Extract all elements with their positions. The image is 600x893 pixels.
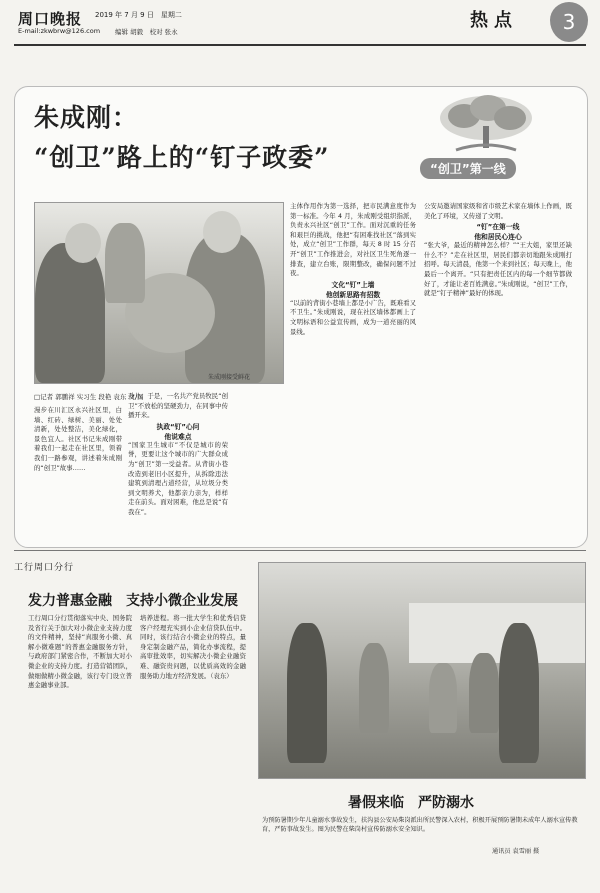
page-number-badge: 3 xyxy=(550,2,588,42)
brief-label: 工行周口分行 xyxy=(14,563,75,573)
brief-column-1: 工行周口分行贯彻落实中央、国务院及省行关于加大对小微企业支持力度的文件精神，坚持“真服务小微、真解小微难题”的普惠金融服务方针，与政府部门紧密合作，不断加大对小微企业的支持力度。打造营销团队，做细做精小微金融，该行专门设立普惠金融事业部。 xyxy=(28,614,132,690)
feature-column-3-body: “以前的背街小巷墙上都是小广告，既难看又不卫生。”朱成刚说，现在社区墙体都画上了文明标语和公益宣传画，成为一道亮丽的风景线。 xyxy=(290,298,416,336)
photo-figure xyxy=(429,663,457,733)
feature-subhead: 他说难点 xyxy=(164,432,192,441)
section-divider xyxy=(14,550,586,551)
brief-headline: 发力普惠金融 支持小微企业发展 xyxy=(28,593,238,609)
photo-figure xyxy=(35,243,105,383)
feature-photo-caption: 朱成刚接受鲜花 xyxy=(208,374,251,381)
masthead-rule xyxy=(14,44,586,46)
feature-photo xyxy=(34,202,284,384)
feature-headline-line1: 朱成刚： xyxy=(34,103,139,132)
photo-story-credit: 通讯员 袁雪丽 摄 xyxy=(492,848,540,855)
photo-figure xyxy=(105,223,145,303)
feature-subhead: 他和居民心连心 xyxy=(474,233,522,242)
photo-figure xyxy=(203,211,241,253)
feature-subhead: 执政“钉”心问 xyxy=(156,422,200,431)
feature-column-2-text: 劲儿。于是，一名共产党员牧民“创卫”不放松的坚硬劲力，在同事中传播开来。 xyxy=(128,392,228,420)
feature-column-4 xyxy=(424,202,572,299)
water-area xyxy=(409,603,585,663)
tree-logo-icon xyxy=(426,92,546,156)
feature-column-4-body: “张大爷，最近的精神怎么样？”“王大姐，家里还缺什么不？”走在社区里，居民们都亲切地跟朱成刚打招呼。每天清晨，他第一个来到社区；每天晚上，他最后一个离开。“只有把责任区内的每一个细节都做好了，才能让老百姓满意。”朱成刚说，“创卫”工作，就是“钉子精神”最好的体现。 xyxy=(424,241,572,298)
safety-photo xyxy=(258,562,586,779)
photo-story-caption: 为预防暑期少年儿童溺水事故发生，扶沟县公安局柴岗派出所民警深入农村，积极开展预防暑期未成年人溺水宣传教育，严防事故发生。图为民警在柴岗村宣传防溺水安全知识。 xyxy=(262,817,578,833)
feature-byline: □记者 郭鹏祥 实习生 段艳 袁东 文/图 xyxy=(34,393,144,401)
contact-email: E-mail:zkwbrw@126.com xyxy=(18,27,101,35)
feature-headline-line2: “创卫”路上的“钉子政委” xyxy=(34,143,330,172)
column-kicker-badge: “创卫”第一线 xyxy=(420,158,516,179)
issue-date: 2019 年 7 月 9 日 星期二 xyxy=(95,11,182,19)
photo-story-headline: 暑假来临 严防溺水 xyxy=(348,795,474,811)
photo-figure xyxy=(359,643,389,733)
photo-figure xyxy=(287,623,327,763)
feature-subhead: 他创新思路有招数 xyxy=(325,290,381,299)
photo-figure xyxy=(499,623,539,763)
feature-column-1: 漫步在川汇区永兴社区里，白墙、红砖、绿树、美丽、处处清新，处处整洁，美化绿化，景色宜人。社区书记朱成刚带着我们一起走在社区里，领着我们一路参观，讲述着朱成刚的“创卫”故事…… xyxy=(34,406,122,472)
photo-figure xyxy=(469,653,499,733)
photo-figure xyxy=(65,223,101,263)
feature-subhead: 文化“钉”上墙 xyxy=(331,280,375,289)
feature-subhead: “钉”在第一线 xyxy=(476,223,520,232)
section-title: 热点 xyxy=(470,10,518,31)
feature-column-2 xyxy=(128,392,228,518)
feature-column-3-text: 主体作用作为第一选择，把市民满意度作为第一标准。今年 4 月，朱成刚受组织指派，负责永兴社区“创卫”工作。面对沉重的任务和艰巨的挑战，他把“有困难找社区”落到实处，成立“创卫”工作群，每天 8 时 15 分召开“创卫”工作推进会，对社区卫生死角逐一排查，建立台账，限期整改，确保问题不过夜。 xyxy=(290,202,416,278)
feature-column-2-body: “国家卫生城市”不仅是城市的荣誉，更要让这个城市的广大群众成为“创卫”第一受益者。从背街小巷改造到老旧小区提升，从拆除违法建筑到清理占道经营，从垃圾分类到文明养犬，他都亲力亲为，样样走在前头。面对困难，他总是说“有我在”。 xyxy=(128,440,228,516)
feature-column-4-text: 公安局邀请国家级和省市级艺术家在墙体上作画，既美化了环境，又传递了文明。 xyxy=(424,202,572,220)
feature-column-3 xyxy=(290,202,416,337)
newspaper-logo: 周口晚报 xyxy=(18,10,83,28)
brief-column-2: 培养进程。将一批大学生和优秀信贷客户经理充实到小企业信贷队伍中。同时，该行结合小微企业的特点，量身定制金融产品，简化办事流程，提高审批效率，切实解决小微企业融资难、融资贵问题，以优质高效的金融服务助力地方经济发展。（袁东） xyxy=(140,614,246,680)
editor-credits: 编辑 胡毅 校对 张永 xyxy=(115,28,178,36)
